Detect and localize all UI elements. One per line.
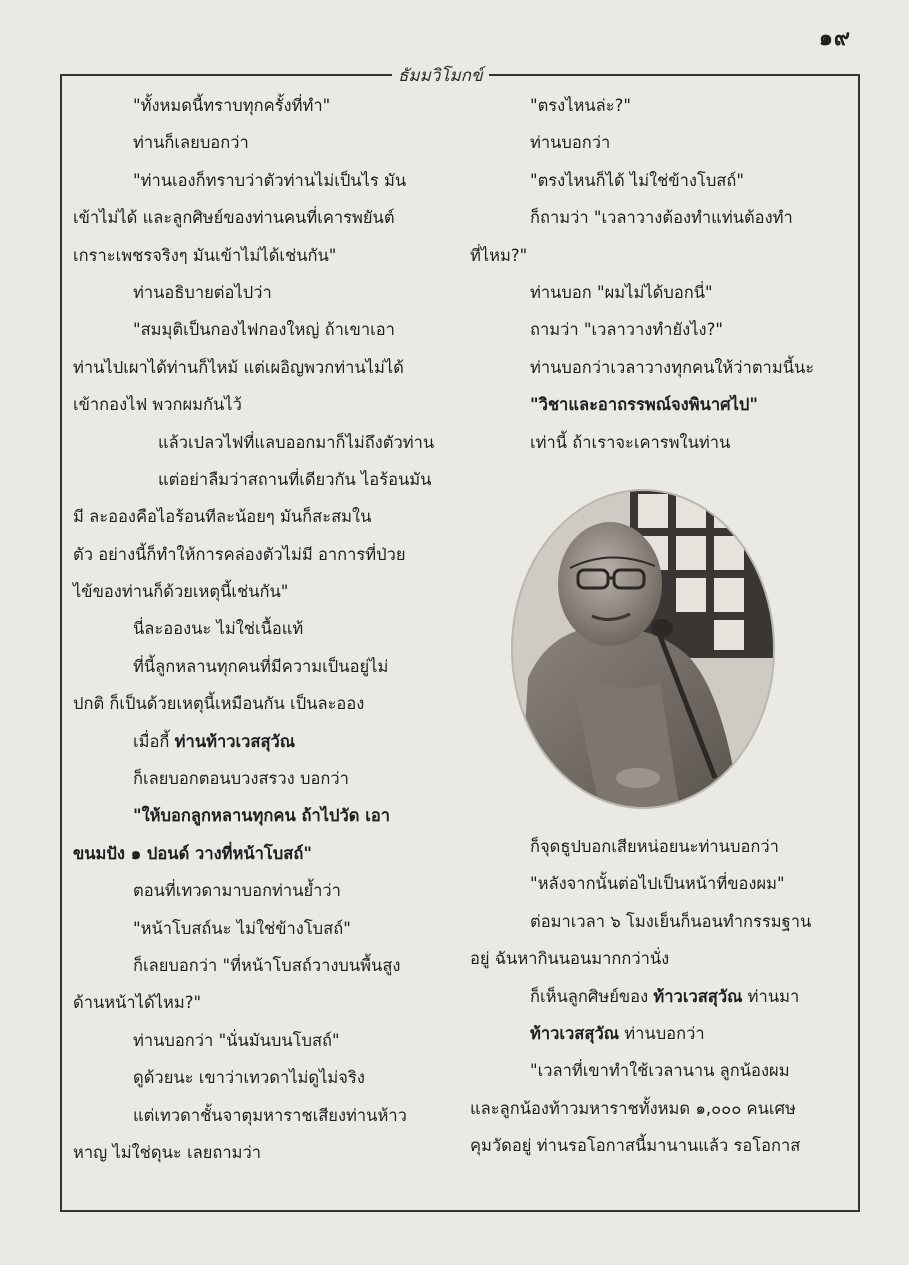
text-line: ด้านหน้าได้ไหม?" xyxy=(73,993,202,1013)
text-line: ท่านบอกว่า xyxy=(530,133,611,153)
text-line: "วิชาและอาถรรพณ์จงพินาศไป" xyxy=(530,395,758,415)
text-line: ท่านไปเผาได้ท่านก็ไหม้ แต่เผอิญพวกท่านไม่ได้ xyxy=(73,357,404,377)
text-line: "เวลาที่เขาทำใช้เวลานาน ลูกน้องผม xyxy=(530,1061,790,1081)
right-column-bottom xyxy=(470,828,840,1165)
text-line: "ให้บอกลูกหลานทุกคน ถ้าไปวัด เอา xyxy=(133,806,391,826)
text-line xyxy=(470,1015,840,1052)
text-line xyxy=(73,723,453,760)
text-line: และลูกน้องท้าวมหาราชทั้งหมด ๑,๐๐๐ คนเศษ xyxy=(470,1098,796,1118)
right-column-top xyxy=(470,87,840,461)
text-line: ปกติ ก็เป็นด้วยเหตุนี้เหมือนกัน เป็นละออง xyxy=(73,694,365,714)
text-line: ต่อมาเวลา ๖ โมงเย็นก็นอนทำกรรมฐาน xyxy=(530,911,812,931)
text-line: เท่านี้ ถ้าเราจะเคารพในท่าน xyxy=(530,432,731,452)
text-line: ที่นี้ลูกหลานทุกคนที่มีความเป็นอยู่ไม่ xyxy=(133,656,389,676)
text-segment: ท้าวเวสสุวัณ xyxy=(653,986,743,1006)
text-line: "หน้าโบสถ์นะ ไม่ใช่ข้างโบสถ์" xyxy=(133,918,351,938)
text-line: อยู่ ฉันหากินนอนมากกว่านั่ง xyxy=(470,949,670,969)
text-line: ไข้ของท่านก็ด้วยเหตุนี้เช่นกัน" xyxy=(73,582,289,602)
text-line: นี่ละอองนะ ไม่ใช่เนื้อแท้ xyxy=(133,619,304,639)
text-line: "หลังจากนั้นต่อไปเป็นหน้าที่ของผม" xyxy=(530,874,785,894)
text-line: ท่านอธิบายต่อไปว่า xyxy=(133,282,272,302)
text-line: "ท่านเองก็ทราบว่าตัวท่านไม่เป็นไร มัน xyxy=(133,170,407,190)
text-line: มี ละอองคือไอร้อนทีละน้อยๆ มันก็สะสมใน xyxy=(73,507,372,527)
text-line: ท่านบอกว่าเวลาวางทุกคนให้ว่าตามนี้นะ xyxy=(530,357,815,377)
text-line: เข้ากองไฟ พวกผมกันไว้ xyxy=(73,395,242,415)
text-segment: ท้าวเวสสุวัณ xyxy=(530,1023,620,1043)
monk-portrait-icon xyxy=(510,488,776,810)
text-line xyxy=(470,978,840,1015)
text-line: "สมมุติเป็นกองไฟกองใหญ่ ถ้าเขาเอา xyxy=(133,320,395,340)
text-line: แต่อย่าลืมว่าสถานที่เดียวกัน ไอร้อนมัน xyxy=(158,469,432,489)
text-line: ที่ไหม?" xyxy=(470,245,528,265)
text-line: ท่านบอก "ผมไม่ได้บอกนี่" xyxy=(530,282,713,302)
text-line: เข้าไม่ได้ และลูกศิษย์ของท่านคนที่เคารพยันต์ xyxy=(73,208,395,228)
text-line: ตอนที่เทวดามาบอกท่านย้ำว่า xyxy=(133,881,341,901)
text-line: ท่านก็เลยบอกว่า xyxy=(133,133,249,153)
text-line: ก็เลยบอกว่า "ที่หน้าโบสถ์วางบนพื้นสูง xyxy=(133,955,401,975)
text-line: ตัว อย่างนี้ก็ทำให้การคล่องตัวไม่มี อาการที่ป่วย xyxy=(73,544,406,564)
text-line: ดูด้วยนะ เขาว่าเทวดาไม่ดูไม่จริง xyxy=(133,1068,365,1088)
text-segment: ท่านมา xyxy=(742,986,800,1006)
text-line: คุมวัดอยู่ ท่านรอโอกาสนี้มานานแล้ว รอโอกาส xyxy=(470,1136,801,1156)
monk-portrait xyxy=(510,488,776,810)
text-line: ขนมปัง ๑ ปอนด์ วางที่หน้าโบสถ์" xyxy=(73,843,312,863)
text-line: แล้วเปลวไฟที่แลบออกมาก็ไม่ถึงตัวท่าน xyxy=(158,432,435,452)
text-line: ท่านบอกว่า "นั่นมันบนโบสถ์" xyxy=(133,1030,340,1050)
text-segment: ท่านท้าวเวสสุวัณ xyxy=(174,731,296,751)
text-segment: ก็เห็นลูกศิษย์ของ xyxy=(530,986,654,1006)
left-column xyxy=(73,87,453,1171)
text-segment: เมื่อกี้ xyxy=(133,731,175,751)
text-segment: ท่านบอกว่า xyxy=(619,1023,705,1043)
text-line: ก็จุดธูปบอกเสียหน่อยนะท่านบอกว่า xyxy=(530,837,779,856)
text-line: เกราะเพชรจริงๆ มันเข้าไม่ได้เช่นกัน" xyxy=(73,245,337,265)
text-line: ถามว่า "เวลาวางทำยังไง?" xyxy=(530,320,723,340)
running-header: ธัมมวิโมกข์ xyxy=(392,62,489,89)
text-line: แต่เทวดาชั้นจาตุมหาราชเสียงท่านห้าว xyxy=(133,1105,407,1125)
text-line: "ตรงไหนก็ได้ ไม่ใช่ข้างโบสถ์" xyxy=(530,170,744,190)
text-line: ก็เลยบอกตอนบวงสรวง บอกว่า xyxy=(133,769,349,789)
text-line: ก็ถามว่า "เวลาวางต้องทำแท่นต้องทำ xyxy=(530,208,793,228)
text-line: หาญ ไม่ใช่ดุนะ เลยถามว่า xyxy=(73,1142,262,1162)
page-number: ๑๙ xyxy=(818,26,851,51)
text-line: "ตรงไหนล่ะ?" xyxy=(530,96,631,115)
text-line: "ทั้งหมดนี้ทราบทุกครั้งที่ทำ" xyxy=(133,96,331,115)
